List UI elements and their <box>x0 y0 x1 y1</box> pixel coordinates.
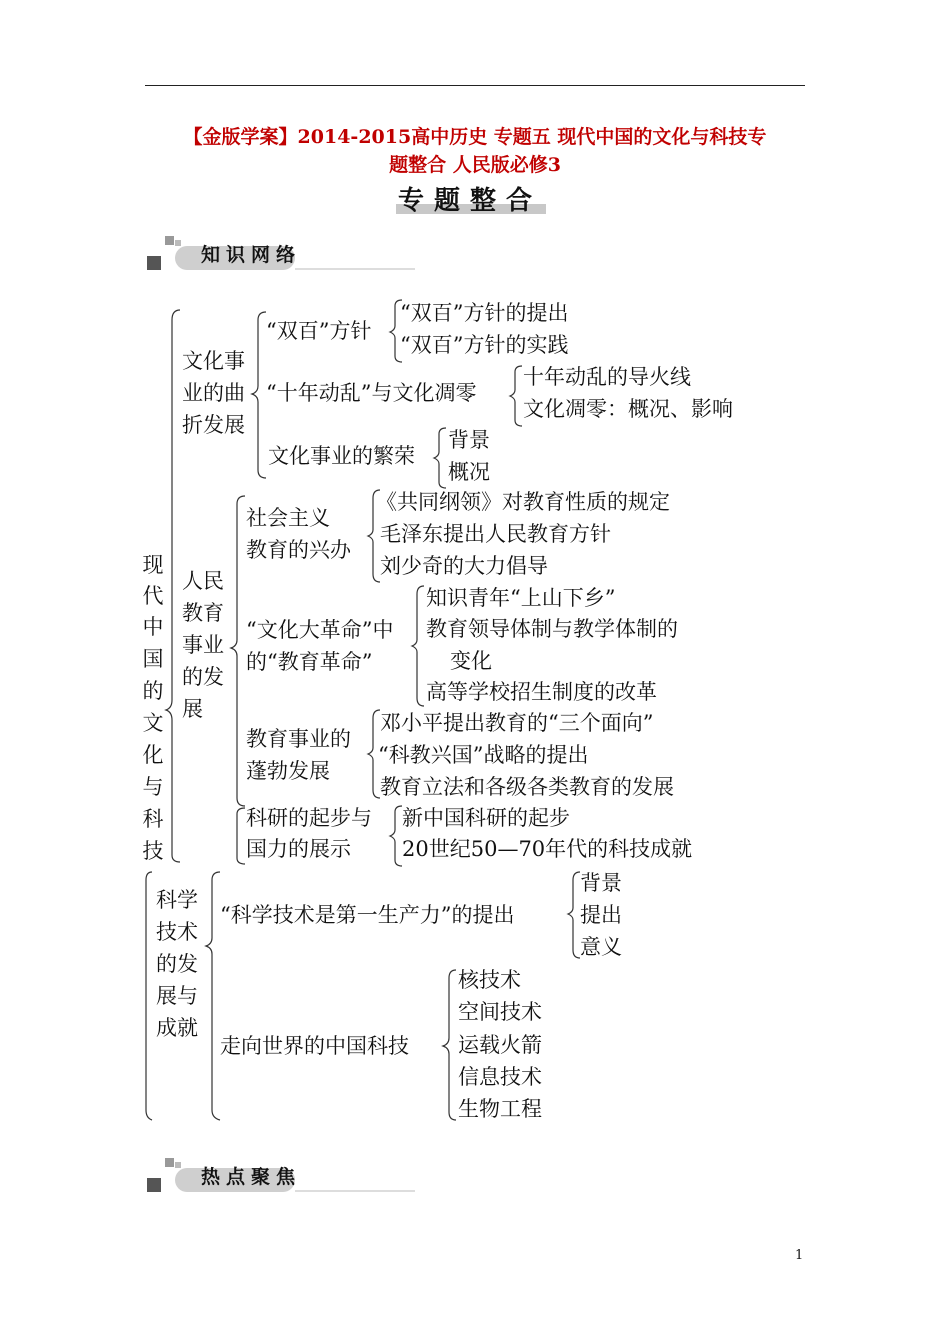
education-label: 教育 <box>182 601 224 625</box>
culture-label: 折发展 <box>182 413 245 437</box>
shuangbai-item: “双百”方针的提出 <box>400 301 569 325</box>
science-label: 技术 <box>156 920 198 944</box>
wenge-item: 高等学校招生制度的改革 <box>426 680 657 704</box>
wenge-item: 变化 <box>450 649 492 673</box>
pengbo-item: 教育立法和各级各类教育的发展 <box>380 775 674 799</box>
culture-label: 文化事 <box>182 349 245 373</box>
shuangbai-item: “双百”方针的实践 <box>400 333 569 357</box>
education-label: 展 <box>182 697 203 721</box>
science-label: 科学 <box>156 888 198 912</box>
xingban-label: 社会主义 <box>246 506 330 530</box>
pengbo-item: 邓小平提出教育的“三个面向” <box>380 711 654 735</box>
root-char: 代 <box>142 584 164 608</box>
world-item: 生物工程 <box>458 1097 542 1121</box>
shinian-item: 十年动乱的导火线 <box>523 365 691 389</box>
fanrong-label: 文化事业的繁荣 <box>268 444 415 468</box>
shinian-item: 文化凋零：概况、影响 <box>523 397 733 421</box>
research-label: 科研的起步与 <box>246 806 372 830</box>
research-label: 国力的展示 <box>246 837 351 861</box>
root-char: 国 <box>142 647 164 671</box>
productivity-label: “科学技术是第一生产力”的提出 <box>220 903 515 927</box>
research-item: 新中国科研的起步 <box>402 806 570 830</box>
pengbo-label: 教育事业的 <box>246 727 351 751</box>
root-char: 化 <box>142 743 164 767</box>
xingban-item: 刘少奇的大力倡导 <box>380 554 548 578</box>
shuangbai-label: “双百”方针 <box>266 319 372 343</box>
deco-square <box>165 1158 174 1167</box>
science-label: 展与 <box>156 984 198 1008</box>
shinian-label: “十年动乱”与文化凋零 <box>266 381 477 405</box>
root-char: 技 <box>142 839 164 863</box>
root-char: 中 <box>142 615 164 639</box>
pengbo-item: “科教兴国”战略的提出 <box>378 743 589 767</box>
productivity-item: 提出 <box>580 903 622 927</box>
culture-label: 业的曲 <box>182 381 245 405</box>
deco-square <box>147 1178 161 1192</box>
banner-text: 专题整合 <box>397 186 542 216</box>
title-line-1: 【金版学案】2014-2015高中历史 专题五 现代中国的文化与科技专 <box>183 126 767 148</box>
productivity-item: 意义 <box>580 935 622 959</box>
xingban-item: 《共同纲领》对教育性质的规定 <box>376 490 670 514</box>
productivity-item: 背景 <box>580 871 622 895</box>
wenge-item: 知识青年“上山下乡” <box>426 586 616 610</box>
fanrong-item: 概况 <box>448 460 490 484</box>
education-label: 人民 <box>182 569 224 593</box>
science-label: 成就 <box>156 1016 198 1040</box>
wenge-label: “文化大革命”中 <box>246 618 394 642</box>
page-number: 1 <box>795 1248 804 1263</box>
world-item: 信息技术 <box>458 1065 542 1089</box>
title-line-2: 题整合 人民版必修3 <box>389 154 561 176</box>
xingban-label: 教育的兴办 <box>246 538 351 562</box>
world-item: 运载火箭 <box>458 1033 542 1057</box>
research-item: 20世纪50—70年代的科技成就 <box>402 837 693 861</box>
world-item: 空间技术 <box>458 1000 542 1024</box>
root-char: 科 <box>142 807 164 831</box>
fanrong-item: 背景 <box>448 428 490 452</box>
section-hot-focus <box>145 1158 445 1192</box>
wenge-label: 的“教育革命” <box>246 650 373 674</box>
pengbo-label: 蓬勃发展 <box>246 759 330 783</box>
root-char: 的 <box>142 679 164 703</box>
root-char: 文 <box>142 711 164 735</box>
root-char: 现 <box>142 553 164 577</box>
deco-square <box>175 1162 181 1168</box>
education-label: 事业 <box>182 633 224 657</box>
science-label: 的发 <box>156 952 198 976</box>
education-label: 的发 <box>182 665 224 689</box>
section-underline <box>295 1190 415 1192</box>
world-label: 走向世界的中国科技 <box>220 1034 409 1058</box>
section-title: 热点聚焦 <box>201 1166 302 1188</box>
xingban-item: 毛泽东提出人民教育方针 <box>380 522 611 546</box>
section-title: 知识网络 <box>201 244 302 266</box>
wenge-item: 教育领导体制与教学体制的 <box>426 617 678 641</box>
world-item: 核技术 <box>458 968 521 992</box>
root-char: 与 <box>142 775 164 799</box>
